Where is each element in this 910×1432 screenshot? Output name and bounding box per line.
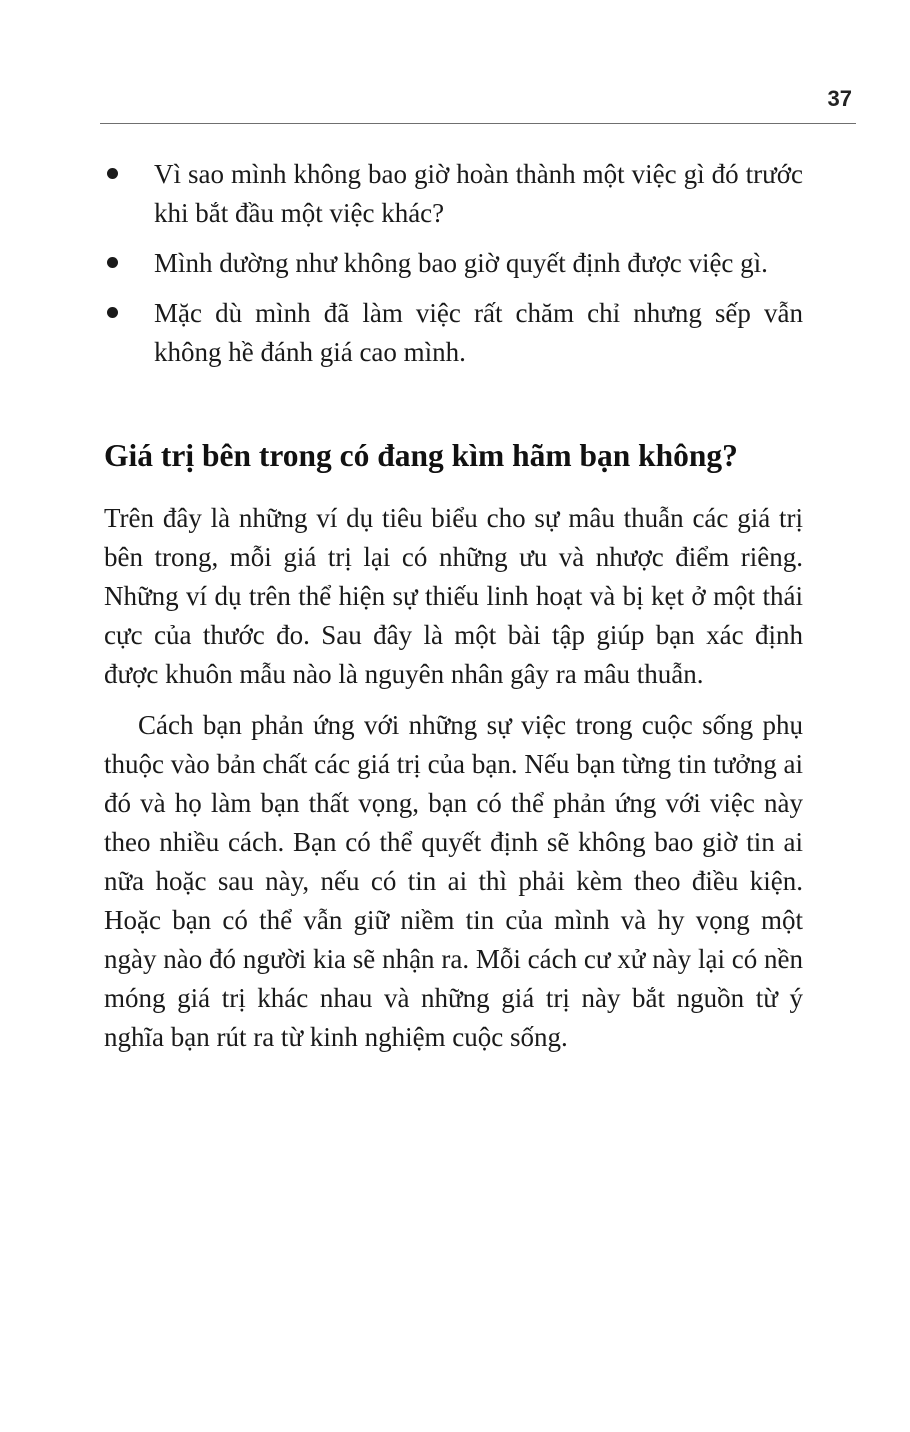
bullet-dot-icon bbox=[107, 307, 118, 318]
page-number: 37 bbox=[827, 86, 852, 111]
section-heading: Giá trị bên trong có đang kìm hãm bạn không? bbox=[104, 438, 738, 473]
body-paragraph: Trên đây là những ví dụ tiêu biểu cho sự mâu thuẫn các giá trị bên trong, mỗi giá trị lại có những ưu và nhược điểm riêng. Những ví dụ trên thể hiện sự thiếu linh hoạt và bị kẹt ở một thái cực của thước đo. Sau đây là một bài tập giúp bạn xác định được khuôn mẫu nào là nguyên nhân gây ra mâu thuẫn. bbox=[104, 503, 803, 689]
bullet-text: Mình dường như không bao giờ quyết định được việc gì. bbox=[154, 248, 768, 278]
bullet-text: Vì sao mình không bao giờ hoàn thành một việc gì đó trước khi bắt đầu một việc khác? bbox=[154, 159, 803, 228]
bullet-text: Mặc dù mình đã làm việc rất chăm chỉ nhưng sếp vẫn không hề đánh giá cao mình. bbox=[154, 298, 803, 367]
header-rule bbox=[100, 123, 856, 124]
page-content bbox=[104, 155, 803, 1069]
bullet-dot-icon bbox=[107, 257, 118, 268]
body-paragraph: Cách bạn phản ứng với những sự việc trong cuộc sống phụ thuộc vào bản chất các giá trị của bạn. Nếu bạn từng tin tưởng ai đó và họ làm bạn thất vọng, bạn có thể phản ứng với việc này theo nhiều cách. Bạn có thể quyết định sẽ không bao giờ tin ai nữa hoặc sau này, nếu có tin ai thì phải kèm theo điều kiện. Hoặc bạn có thể vẫn giữ niềm tin của mình và hy vọng một ngày nào đó người kia sẽ nhận ra. Mỗi cách cư xử này lại có nền móng giá trị khác nhau và những giá trị này bắt nguồn từ ý nghĩa bạn rút ra từ kinh nghiệm cuộc sống. bbox=[104, 710, 803, 1052]
bullet-item bbox=[104, 294, 803, 372]
bullet-list bbox=[104, 155, 803, 372]
bullet-dot-icon bbox=[107, 168, 118, 179]
bullet-item bbox=[104, 155, 803, 233]
bullet-item bbox=[104, 244, 803, 283]
